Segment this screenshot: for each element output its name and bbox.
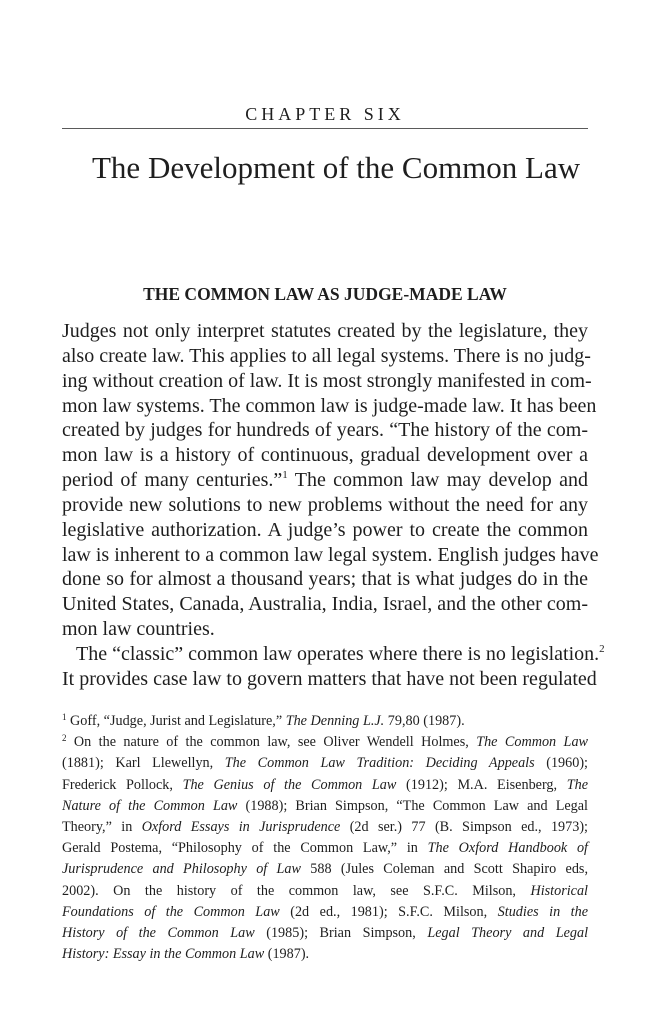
text-segment: mon law systems. The common law is judge-made law. It has been xyxy=(62,394,597,417)
footnote-segment: (1985); Brian Simpson, xyxy=(254,924,428,941)
text-line xyxy=(62,418,588,443)
footnote-segment: (1960); xyxy=(534,755,588,772)
footnote-number: 1 xyxy=(62,712,67,722)
text-segment: ing without creation of law. It is most strongly manifested in com- xyxy=(62,369,592,392)
text-segment: law is inherent to a common law legal system. English judges have xyxy=(62,543,599,566)
chapter-rule xyxy=(62,128,588,129)
text-segment: The common law may develop and xyxy=(287,469,588,492)
footnote-segment: (2d ed., 1981); S.F.C. Milson, xyxy=(279,903,498,920)
footnote-segment: The Oxford Handbook of xyxy=(427,840,589,857)
footnote-segment: Frederick Pollock, xyxy=(62,776,183,793)
footnote-segment: Studies in the xyxy=(497,903,588,920)
footnote-segment: The xyxy=(566,776,589,793)
footnote-segment: Jurisprudence and Philosophy of Law xyxy=(62,861,301,878)
footnote-segment: The Common Law Tradition: Deciding Appeals xyxy=(224,755,535,772)
footnote-segment: Goff, “Judge, Jurist and Legislature,” xyxy=(66,713,286,729)
text-segment: period of many centuries.” xyxy=(62,469,283,492)
text-segment: mon law is a history of continuous, gradual development over a xyxy=(62,444,588,467)
text-line xyxy=(62,468,588,493)
footnote-segment: The Genius of the Common Law xyxy=(182,776,397,793)
text-segment: done so for almost a thousand years; that is what judges do in the xyxy=(62,568,588,591)
text-segment: also create law. This applies to all legal systems. There is no judg- xyxy=(62,344,591,367)
chapter-title: The Development of the Common Law xyxy=(92,150,581,185)
footnote-segment: (1988); Brian Simpson, “The Common Law and Legal xyxy=(237,797,588,814)
footnote-2 xyxy=(62,732,588,965)
paragraph-1 xyxy=(62,319,599,642)
footnote-segment: Oxford Essays in Jurisprudence xyxy=(141,818,341,835)
footnote-line xyxy=(62,817,588,838)
footnote-segment: Legal Theory and Legal xyxy=(427,924,589,941)
footnote-line xyxy=(62,859,588,880)
footnote-segment: (1881); Karl Llewellyn, xyxy=(62,755,225,772)
text-line xyxy=(62,667,597,692)
footnote-segment: 2002). On the history of the common law, see S.F.C. Milson, xyxy=(62,882,531,899)
text-line xyxy=(62,394,597,419)
text-line xyxy=(62,493,588,518)
text-line xyxy=(62,543,599,568)
footnote-segment: The Common Law xyxy=(476,734,588,751)
footnote-line xyxy=(62,881,588,902)
footnote-ref[interactable]: 1 xyxy=(282,469,288,482)
footnote-number: 2 xyxy=(62,733,67,744)
text-line xyxy=(62,592,588,617)
footnote-line xyxy=(62,838,588,859)
footnote-line xyxy=(62,902,588,923)
text-segment: It provides case law to govern matters that have not been regulated xyxy=(62,667,597,690)
footnote-segment: History of the Common Law xyxy=(62,924,255,941)
text-line xyxy=(62,518,588,543)
text-line xyxy=(62,567,588,592)
footnote-line xyxy=(62,796,588,817)
footnote-line xyxy=(62,711,588,732)
text-line xyxy=(62,617,588,642)
text-line xyxy=(62,369,592,394)
footnote-ref[interactable]: 2 xyxy=(599,642,605,655)
footnote-line xyxy=(62,923,588,944)
footnote-segment: On the nature of the common law, see Oliver Wendell Holmes, xyxy=(66,734,477,751)
text-segment: mon law countries. xyxy=(62,618,215,641)
text-line xyxy=(62,344,591,369)
chapter-label: CHAPTER SIX xyxy=(245,104,405,124)
text-segment: Judges not only interpret statutes created by the legislature, they xyxy=(62,320,588,342)
footnote-segment: (2d ser.) 77 (B. Simpson ed., 1973); xyxy=(340,818,588,835)
body-text xyxy=(62,319,605,692)
text-segment: United States, Canada, Australia, India, Israel, and the other com- xyxy=(62,593,588,616)
footnote-segment: Historical xyxy=(530,882,588,899)
text-segment: provide new solutions to new problems without the need for any xyxy=(62,493,588,516)
text-line xyxy=(62,443,588,468)
footnote-segment: Nature of the Common Law xyxy=(62,797,238,814)
footnote-segment: 79,80 (1987). xyxy=(384,713,465,729)
footnote-segment: Gerald Postema, “Philosophy of the Common Law,” in xyxy=(62,840,428,857)
footnote-segment: 588 (Jules Coleman and Scott Shapiro eds, xyxy=(301,861,588,878)
text-line xyxy=(62,642,605,667)
footnote-1 xyxy=(62,711,588,732)
text-segment: The “classic” common law operates where there is no legislation. xyxy=(76,642,600,665)
text-segment: created by judges for hundreds of years. “The history of the com- xyxy=(62,419,588,442)
footnote-segment: The Denning L.J. xyxy=(285,713,385,729)
footnote-line xyxy=(62,944,588,965)
text-segment: legislative authorization. A judge’s power to create the common xyxy=(62,518,588,541)
section-heading: THE COMMON LAW AS JUDGE-MADE LAW xyxy=(143,284,507,304)
footnote-segment: History: Essay in the Common Law xyxy=(62,946,265,963)
footnote-segment: Theory,” in xyxy=(62,818,142,835)
footnote-line xyxy=(62,753,588,774)
footnote-segment: Foundations of the Common Law xyxy=(62,903,280,920)
text-line xyxy=(62,319,588,344)
footnote-segment: (1987). xyxy=(264,946,310,963)
footnote-line xyxy=(62,732,588,753)
footnote-segment: (1912); M.A. Eisenberg, xyxy=(396,776,567,793)
footnote-line xyxy=(62,775,588,796)
paragraph-2 xyxy=(62,642,605,692)
footnotes xyxy=(62,711,588,965)
